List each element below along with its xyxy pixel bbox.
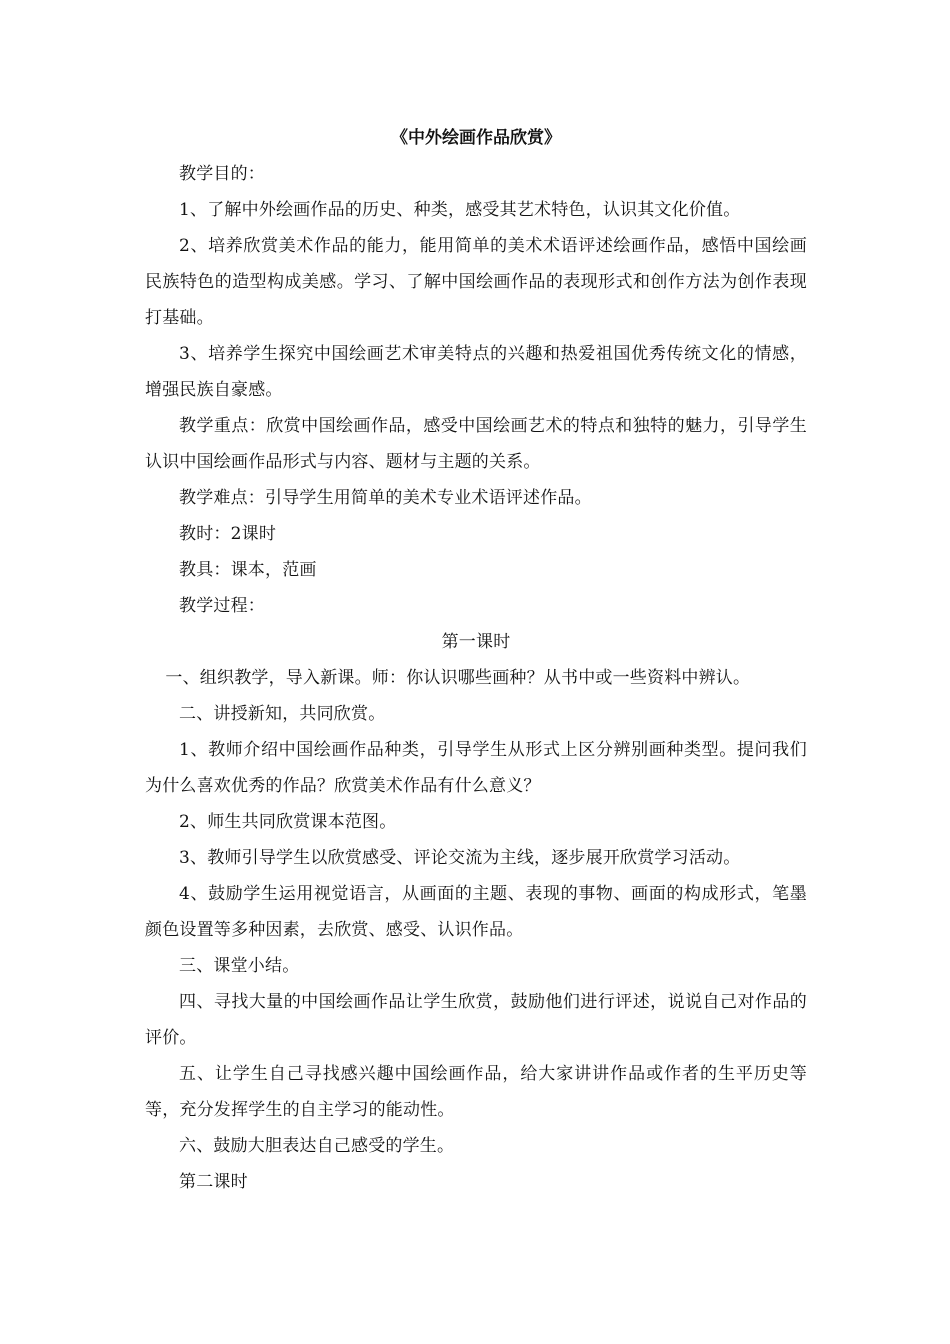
paragraph-step-5: 五、让学生自己寻找感兴趣中国绘画作品，给大家讲讲作品或作者的生平历史等等，充分发挥学生的自主学习的能动性。 xyxy=(145,1064,807,1120)
section-heading-lesson-1: 第一课时 xyxy=(441,632,511,652)
paragraph-step-2-3: 3、教师引导学生以欣赏感受、评论交流为主线，逐步展开欣赏学习活动。 xyxy=(179,848,741,868)
paragraph-teaching-aids: 教具：课本，范画 xyxy=(179,560,317,580)
paragraph-objectives-heading: 教学目的： xyxy=(179,164,265,184)
paragraph-step-2-1: 1、教师介绍中国绘画作品种类，引导学生从形式上区分辨别画种类型。提问我们为什么喜欢优秀的作品？欣赏美术作品有什么意义？ xyxy=(145,740,807,796)
paragraph-objective-1: 1、了解中外绘画作品的历史、种类，感受其艺术特色，认识其文化价值。 xyxy=(179,200,741,220)
document-title: 《中外绘画作品欣赏》 xyxy=(391,128,561,148)
paragraph-key-points: 教学重点：欣赏中国绘画作品，感受中国绘画艺术的特点和独特的魅力，引导学生认识中国绘画作品形式与内容、题材与主题的关系。 xyxy=(145,416,807,472)
paragraph-step-4: 四、寻找大量的中国绘画作品让学生欣赏，鼓励他们进行评述，说说自己对作品的评价。 xyxy=(145,992,807,1048)
paragraph-step-2-2: 2、师生共同欣赏课本范图。 xyxy=(179,812,397,832)
paragraph-step-3: 三、课堂小结。 xyxy=(179,956,300,976)
paragraph-objective-3: 3、培养学生探究中国绘画艺术审美特点的兴趣和热爱祖国优秀传统文化的情感，增强民族自豪感。 xyxy=(145,344,807,400)
paragraph-difficulties: 教学难点：引导学生用简单的美术专业术语评述作品。 xyxy=(179,488,592,508)
paragraph-step-2-4: 4、鼓励学生运用视觉语言，从画面的主题、表现的事物、画面的构成形式，笔墨颜色设置等多种因素，去欣赏、感受、认识作品。 xyxy=(145,884,807,940)
paragraph-step-6: 六、鼓励大胆表达自己感受的学生。 xyxy=(179,1136,455,1156)
paragraph-process-heading: 教学过程： xyxy=(179,596,265,616)
paragraph-class-hours: 教时：2课时 xyxy=(179,524,277,544)
paragraph-objective-2: 2、培养欣赏美术作品的能力，能用简单的美术术语评述绘画作品，感悟中国绘画民族特色的造型构成美感。学习、了解中国绘画作品的表现形式和创作方法为创作表现打基础。 xyxy=(145,236,807,328)
paragraph-step-2: 二、讲授新知，共同欣赏。 xyxy=(179,704,386,724)
document-body xyxy=(145,120,807,1200)
section-heading-lesson-2: 第二课时 xyxy=(179,1172,248,1192)
paragraph-step-1: 一、组织教学，导入新课。师：你认识哪些画种？从书中或一些资料中辨认。 xyxy=(165,668,751,688)
